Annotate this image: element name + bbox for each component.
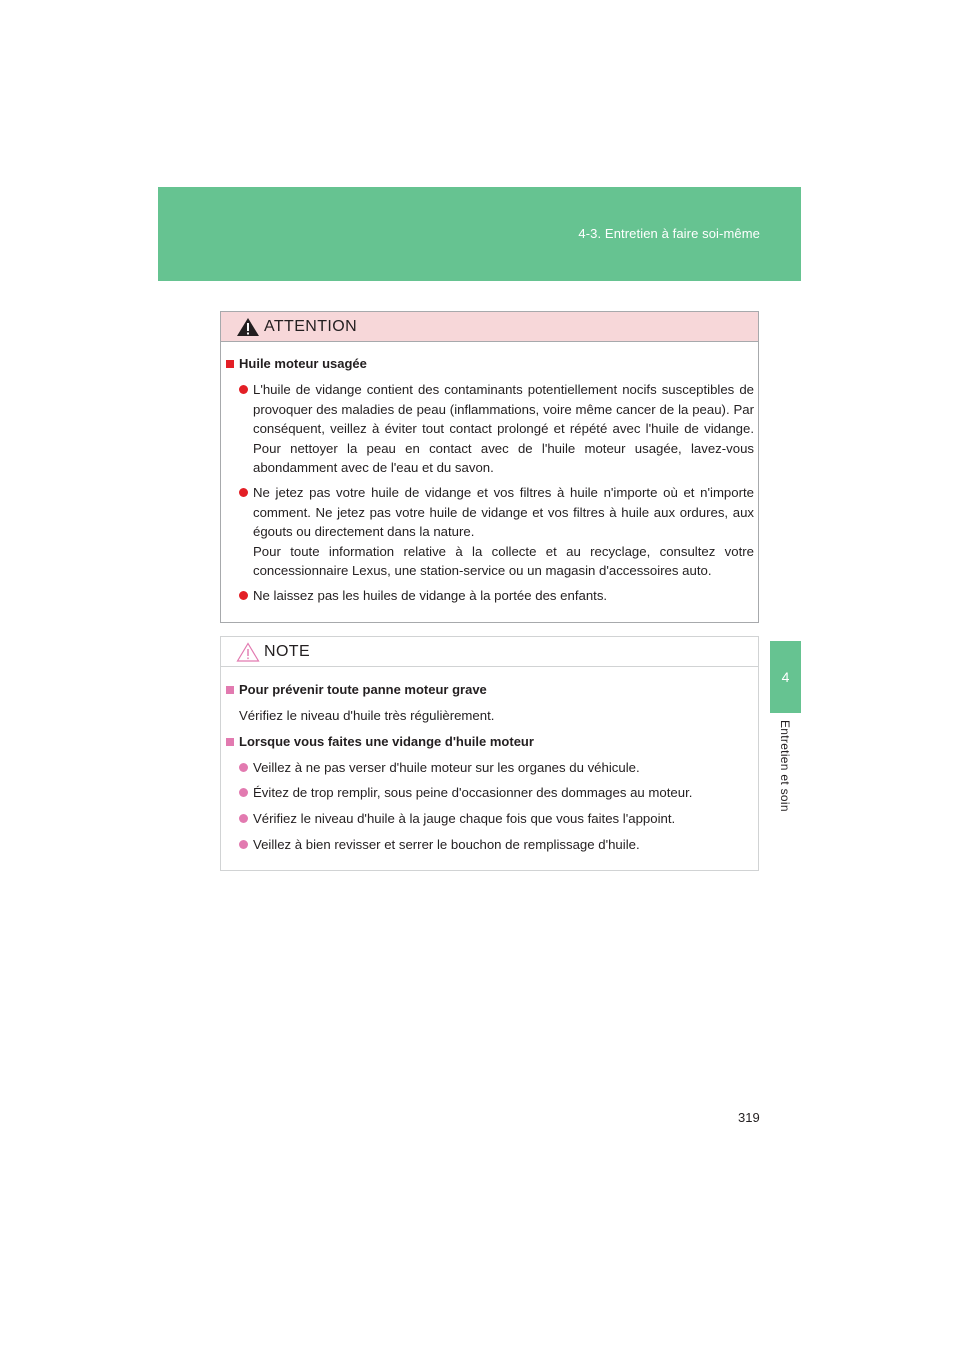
note-box xyxy=(220,636,759,871)
chapter-tab-label: Entretien et soin xyxy=(778,720,792,812)
warning-box xyxy=(220,311,759,623)
list-item: Veillez à bien revisser et serrer le bouchon de remplissage d'huile. xyxy=(239,835,754,855)
circle-bullet-icon xyxy=(239,788,248,797)
list-item: Vérifiez le niveau d'huile à la jauge chaque fois que vous faites l'appoint. xyxy=(239,809,754,829)
warning-heading: ATTENTION xyxy=(264,317,358,335)
list-item: Ne jetez pas votre huile de vidange et vos filtres à huile n'importe où et n'importe comment. Ne jetez pas votre huile de vidange et vos filtres à huile aux ordures, aux égouts ou directement dans la nature. Pour toute information relative à la collecte et au recyclage, consultez votre concessionnaire Lexus, une station-service ou un magasin d'accessoires auto. xyxy=(239,483,754,581)
note-section-title: Pour prévenir toute panne moteur grave xyxy=(226,682,487,697)
square-bullet-icon xyxy=(226,686,234,694)
header-band xyxy=(158,187,801,281)
note-heading: NOTE xyxy=(264,642,311,660)
square-bullet-icon xyxy=(226,360,234,368)
page-number: 319 xyxy=(738,1110,760,1125)
section-breadcrumb: 4-3. Entretien à faire soi-même xyxy=(578,226,760,241)
list-item: Ne laissez pas les huiles de vidange à la portée des enfants. xyxy=(239,586,754,606)
circle-bullet-icon xyxy=(239,814,248,823)
list-item: Veillez à ne pas verser d'huile moteur sur les organes du véhicule. xyxy=(239,758,754,778)
circle-bullet-icon xyxy=(239,763,248,772)
circle-bullet-icon xyxy=(239,385,248,394)
list-item: L'huile de vidange contient des contaminants potentiellement nocifs susceptibles de provoquer des maladies de peau (inflammations, voire même cancer de la peau). Par conséquent, veillez à éviter tout contact prolongé et répété avec l'huile de vidange. Pour nettoyer la peau en contact avec de l'huile moteur usagée, lavez-vous abondamment avec de l'eau et du savon. xyxy=(239,380,754,478)
warning-header xyxy=(221,312,758,342)
circle-bullet-icon xyxy=(239,488,248,497)
warning-section-title: Huile moteur usagée xyxy=(226,356,367,371)
circle-bullet-icon xyxy=(239,591,248,600)
note-section-title: Lorsque vous faites une vidange d'huile moteur xyxy=(226,734,534,749)
warning-triangle-icon xyxy=(236,317,260,337)
circle-bullet-icon xyxy=(239,840,248,849)
note-header xyxy=(221,637,758,667)
list-item: Évitez de trop remplir, sous peine d'occasionner des dommages au moteur. xyxy=(239,783,754,803)
caution-triangle-icon xyxy=(236,642,260,662)
note-paragraph: Vérifiez le niveau d'huile très régulièrement. xyxy=(239,708,495,723)
square-bullet-icon xyxy=(226,738,234,746)
chapter-tab-number: 4 xyxy=(770,641,801,713)
